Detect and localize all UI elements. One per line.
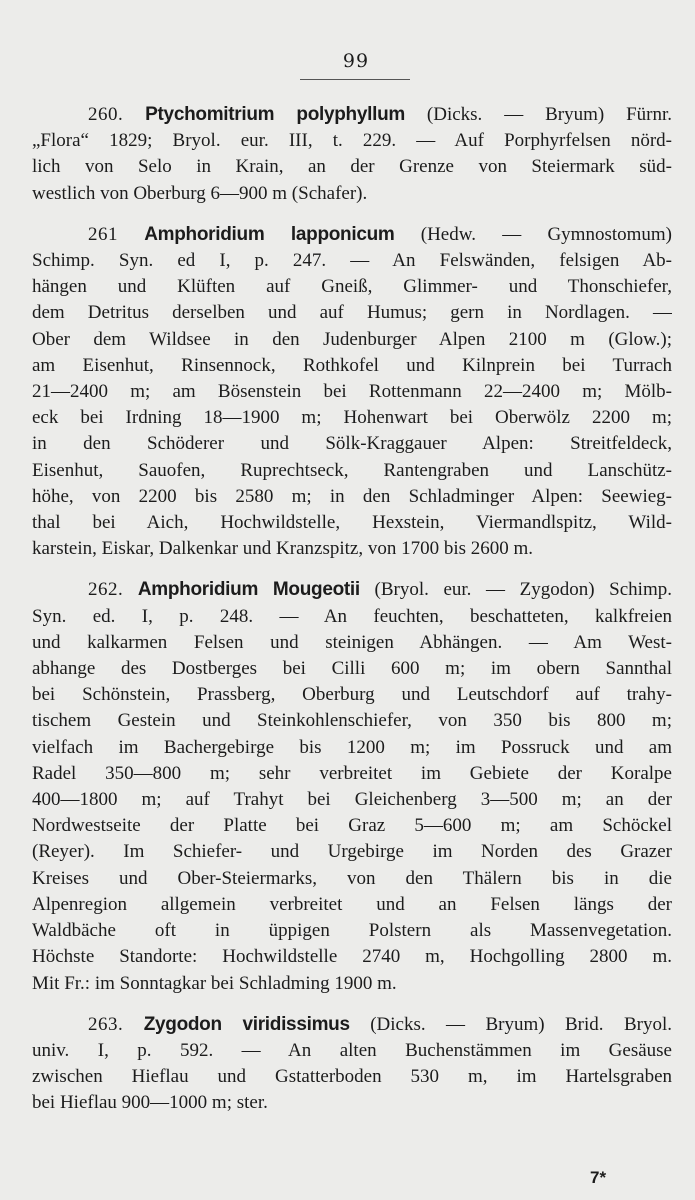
text-line: hängen und Klüften auf Gneiß, Glimmer- und Thonschiefer, [32, 276, 672, 298]
text-line: 21—2400 m; am Bösenstein bei Rottenmann 22—2400 m; Mölb- [32, 381, 672, 403]
entry-author: (Dicks. — Bryum) Brid. Bryol. [370, 1013, 672, 1035]
entry-author: (Dicks. — Bryum) Fürnr. [426, 104, 672, 125]
entry-author: (Hedw. — Gymnostomum) [420, 223, 672, 245]
species-name: Zygodon viridissimus [143, 1013, 350, 1035]
text-line: thal bei Aich, Hochwildstelle, Hexstein, Viermandlspitz, Wild- [32, 512, 672, 534]
text-line: höhe, von 2200 bis 2580 m; in den Schladminger Alpen: Seewieg- [32, 485, 672, 507]
entry-number: 260. [88, 104, 124, 125]
species-name: Ptychomitrium polyphyllum [145, 104, 405, 125]
header-rule [300, 79, 410, 80]
text-line: am Eisenhut, Rinsennock, Rothkofel und Kilnprein bei Turrach [32, 354, 672, 376]
text-line: Mit Fr.: im Sonntagkar bei Schladming 1900 m. [32, 972, 397, 994]
text-line: univ. I, p. 592. — An alten Buchenstämmen im Gesäuse [32, 1039, 672, 1061]
text-line: Kreises und Ober-Steiermarks, von den Thälern bis in die [32, 867, 672, 889]
entry-first-line [32, 1012, 672, 1038]
entry-first-line [32, 222, 672, 248]
entry-first-line [32, 102, 672, 128]
text-line: Eisenhut, Sauofen, Ruprechtseck, Rantengraben und Lanschütz- [32, 459, 672, 481]
text-line: karstein, Eiskar, Dalkenkar und Kranzspitz, von 1700 bis 2600 m. [32, 538, 534, 560]
text-line: Waldbäche oft in üppigen Polstern als Massenvegetation. [32, 920, 672, 942]
species-entry [32, 222, 672, 563]
text-line: Alpenregion allgemein verbreitet und an Felsen längs der [32, 893, 672, 915]
text-line: in den Schöderer und Sölk-Kraggauer Alpen: Streitfeldeck, [32, 433, 672, 455]
signature-mark: 7* [590, 1168, 607, 1187]
entry-author: (Bryol. eur. — Zygodon) Schimp. [374, 579, 672, 601]
text-line: abhange des Dostberges bei Cilli 600 m; im obern Sannthal [32, 658, 672, 680]
text-line: Syn. ed. I, p. 248. — An feuchten, beschatteten, kalkfreien [32, 605, 672, 627]
text-line: Schimp. Syn. ed I, p. 247. — An Felswänden, felsigen Ab- [32, 250, 672, 272]
page-number: 99 [342, 50, 370, 72]
text-line: bei Schönstein, Prassberg, Oberburg und Leutschdorf auf trahy- [32, 684, 672, 706]
species-name: Amphoridium Mougeotii [137, 579, 360, 601]
species-entry [32, 577, 672, 996]
entry-first-line [32, 577, 672, 603]
text-line: lich von Selo in Krain, an der Grenze von Steiermark süd- [32, 156, 672, 178]
text-line: eck bei Irdning 18—1900 m; Hohenwart bei Oberwölz 2200 m; [32, 407, 672, 429]
text-line: dem Detritus derselben und auf Humus; gern in Nordlagen. — [32, 302, 672, 324]
text-line: und kalkarmen Felsen und steinigen Abhängen. — Am West- [32, 631, 672, 653]
entry-number: 261 [88, 223, 118, 245]
text-line: Ober dem Wildsee in den Judenburger Alpen 2100 m (Glow.); [32, 328, 672, 350]
text-line: Nordwestseite der Platte bei Graz 5—600 m; am Schöckel [32, 815, 672, 837]
text-line: (Reyer). Im Schiefer- und Urgebirge im Norden des Grazer [32, 841, 672, 863]
text-line: tischem Gestein und Steinkohlenschiefer, von 350 bis 800 m; [32, 710, 672, 732]
entry-number: 262. [88, 579, 124, 601]
species-entry [32, 1012, 672, 1117]
text-line: bei Hieflau 900—1000 m; ster. [32, 1092, 268, 1114]
text-line: zwischen Hieflau und Gstatterboden 530 m, im Hartelsgraben [32, 1066, 672, 1088]
text-body [32, 102, 672, 1132]
text-line: Höchste Standorte: Hochwildstelle 2740 m, Hochgolling 2800 m. [32, 946, 672, 968]
text-line: Radel 350—800 m; sehr verbreitet im Gebiete der Koralpe [32, 762, 672, 784]
text-line: 400—1800 m; auf Trahyt bei Gleichenberg 3—500 m; an der [32, 789, 672, 811]
text-line: „Flora“ 1829; Bryol. eur. III, t. 229. — Auf Porphyrfelsen nörd- [32, 130, 672, 152]
species-entry [32, 102, 672, 207]
text-line: westlich von Oberburg 6—900 m (Schafer). [32, 182, 368, 204]
text-line: vielfach im Bachergebirge bis 1200 m; im Possruck und am [32, 736, 672, 758]
species-name: Amphoridium lapponicum [144, 223, 395, 245]
entry-number: 263. [88, 1013, 124, 1035]
